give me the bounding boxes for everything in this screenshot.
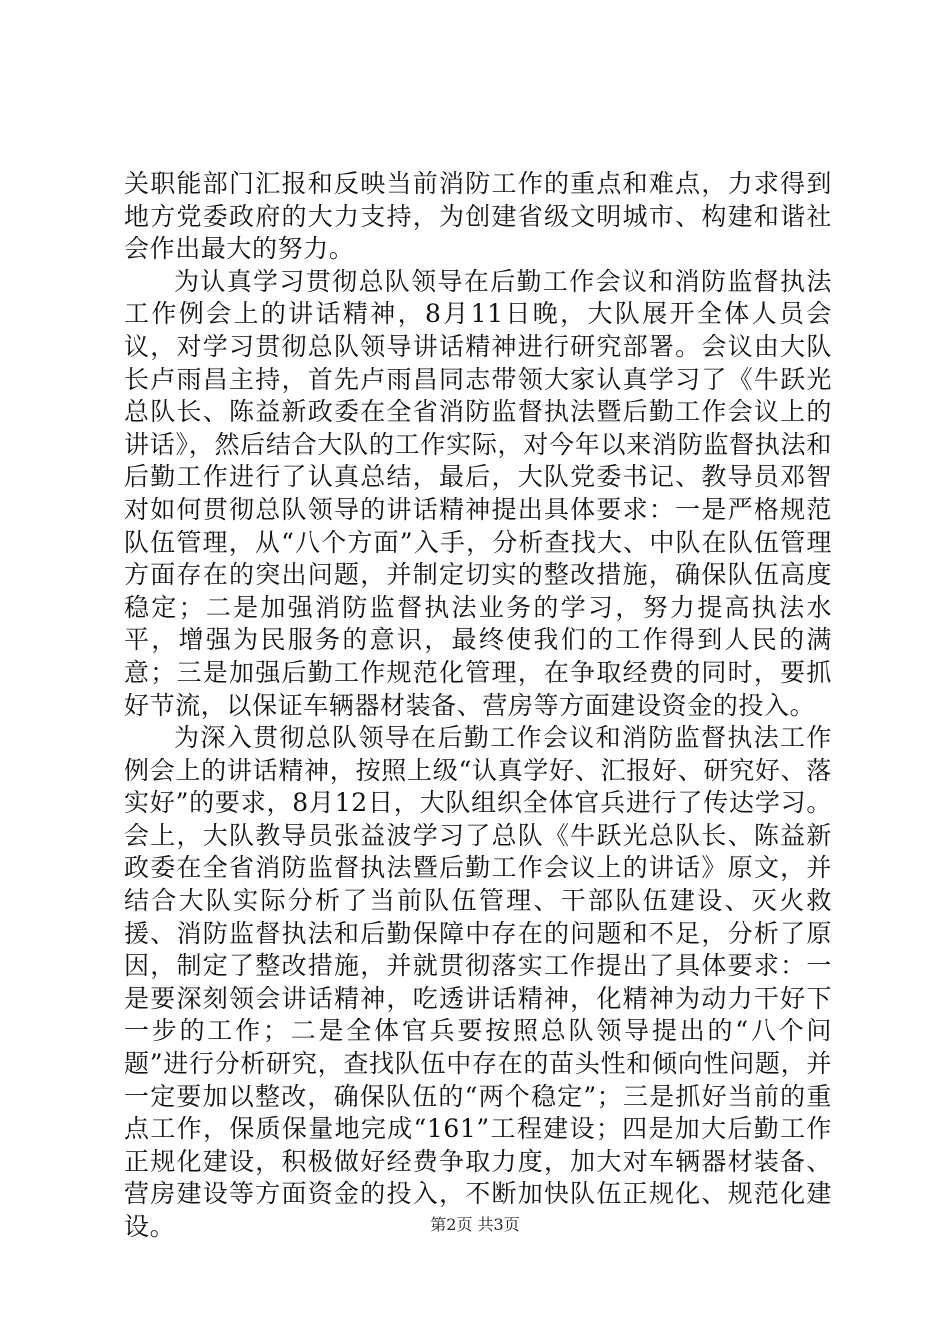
document-body [124, 168, 832, 1244]
paragraph-2: 为认真学习贯彻总队领导在后勤工作会议和消防监督执法工作例会上的讲话精神，8月11日晚，大队展开全体人员会议，对学习贯彻总队领导讲话精神进行研究部署。会议由大队长卢雨昌主持，首先卢雨昌同志带领大家认真学习了《牛跃光总队长、陈益新政委在全省消防监督执法暨后勤工作会议上的讲话》，然后结合大队的工作实际，对今年以来消防监督执法和后勤工作进行了认真总结，最后，大队党委书记、教导员邓智对如何贯彻总队领导的讲话精神提出具体要求：一是严格规范队伍管理，从“八个方面”入手，分析查找大、中队在队伍管理方面存在的突出问题，并制定切实的整改措施，确保队伍高度稳定；二是加强消防监督执法业务的学习，努力提高执法水平，增强为民服务的意识，最终使我们的工作得到人民的满意；三是加强后勤工作规范化管理，在争取经费的同时，要抓好节流，以保证车辆器材装备、营房等方面建设资金的投入。 [124, 266, 832, 720]
paragraph-3: 为深入贯彻总队领导在后勤工作会议和消防监督执法工作例会上的讲话精神，按照上级“认真学好、汇报好、研究好、落实好”的要求，8月12日，大队组织全体官兵进行了传达学习。会上，大队教导员张益波学习了总队《牛跃光总队长、陈益新政委在全省消防监督执法暨后勤工作会议上的讲话》原文，并结合大队实际分析了当前队伍管理、干部队伍建设、灭火救援、消防监督执法和后勤保障中存在的问题和不足，分析了原因，制定了整改措施，并就贯彻落实工作提出了具体要求：一是要深刻领会讲话精神，吃透讲话精神，化精神为动力干好下一步的工作；二是全体官兵要按照总队领导提出的“八个问题”进行分析研究，查找队伍中存在的苗头性和倾向性问题，并一定要加以整改，确保队伍的“两个稳定”；三是抓好当前的重点工作，保质保量地完成“161”工程建设；四是加大后勤工作正规化建设，积极做好经费争取力度，加大对车辆器材装备、营房建设等方面资金的投入，不断加快队伍正规化、规范化建设。 [124, 723, 832, 1241]
page-footer: 第2页 共3页 [430, 1215, 520, 1234]
paragraph-1: 关职能部门汇报和反映当前消防工作的重点和难点，力求得到地方党委政府的大力支持，为创建省级文明城市、构建和谐社会作出最大的努力。 [124, 169, 832, 264]
